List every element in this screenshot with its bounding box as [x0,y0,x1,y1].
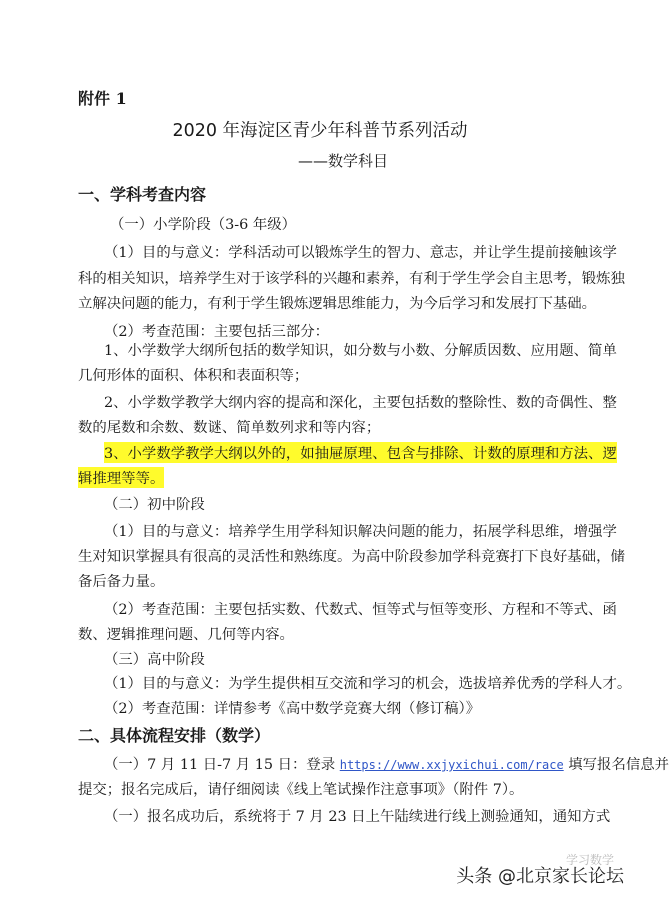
primary-item-1-line-2: 几何形体的面积、体积和表面积等； [78,368,309,384]
step-1-text-a: （一）7 月 11 日-7 月 15 日：登录 [104,757,340,773]
middle-purpose-line-3: 备后备力量。 [78,574,165,590]
middle-purpose-line-2: 生对知识掌握具有很高的灵活性和熟练度。为高中阶段参加学科竞赛打下良好基础，储 [78,549,625,565]
primary-item-2-line-1: 2、小学数学教学大纲内容的提高和深化，主要包括数的整除性、数的奇偶性、整 [104,395,617,411]
registration-link[interactable]: https://www.xxjyxichui.com/race [339,758,564,772]
document-subtitle: ——数学科目 [298,152,389,170]
primary-item-3-line-2-highlighted: 辑推理等等。 [78,467,164,488]
section-2-heading: 二、具体流程安排（数学） [78,726,271,745]
step-1-text-b: 填写报名信息并 [563,757,669,773]
document-title: 2020 年海淀区青少年科普节系列活动 [172,121,468,141]
high-stage-label: （三）高中阶段 [104,652,205,668]
watermark-text: 头条 @北京家长论坛 [456,866,624,887]
high-purpose: （1）目的与意义：为学生提供相互交流和学习的机会，选拔培养优秀的学科人才。 [104,676,632,692]
primary-purpose-line-2: 科的相关知识，培养学生对于该学科的兴趣和素养，有利于学生学会自主思考，锻炼独 [78,271,625,287]
high-scope: （2）考查范围：详情参考《高中数学竞赛大纲（修订稿）》 [104,701,481,717]
primary-item-1-line-1: 1、小学数学大纲所包括的数学知识，如分数与小数、分解质因数、应用题、简单 [104,343,617,359]
middle-scope-line-2: 数、逻辑推理问题、几何等内容。 [78,627,294,643]
section-1-heading: 一、学科考查内容 [78,185,207,204]
middle-scope-line-1: （2）考查范围：主要包括实数、代数式、恒等式与恒等变形、方程和不等式、函 [104,602,617,618]
primary-item-2-line-2: 数的尾数和余数、数谜、简单数列求和等内容； [78,420,381,436]
step-1-line-2: 提交；报名完成后，请仔细阅读《线上笔试操作注意事项》（附件 7）。 [78,782,524,798]
step-2-line-1: （一）报名成功后，系统将于 7 月 23 日上午陆续进行线上测验通知，通知方式 [104,809,611,825]
primary-item-3-line-1-highlighted: 3、小学数学教学大纲以外的，如抽屉原理、包含与排除、计数的原理和方法、逻 [104,442,617,463]
middle-purpose-line-1: （1）目的与意义：培养学生用学科知识解决问题的能力，拓展学科思维，增强学 [104,524,617,540]
primary-stage-label: （一）小学阶段（3-6 年级） [110,217,297,233]
watermark-faint-mark: 学习数学 [565,853,614,867]
primary-purpose-line-1: （1）目的与意义：学科活动可以锻炼学生的智力、意志，并让学生提前接触该学 [104,245,617,261]
step-1-line-1 [104,753,669,774]
annex-label: 附件 1 [78,89,127,108]
middle-stage-label: （二）初中阶段 [104,497,205,513]
primary-scope: （2）考查范围：主要包括三部分： [104,324,330,340]
primary-purpose-line-3: 立解决问题的能力，有利于学生锻炼逻辑思维能力，为今后学习和发展打下基础。 [78,296,597,312]
